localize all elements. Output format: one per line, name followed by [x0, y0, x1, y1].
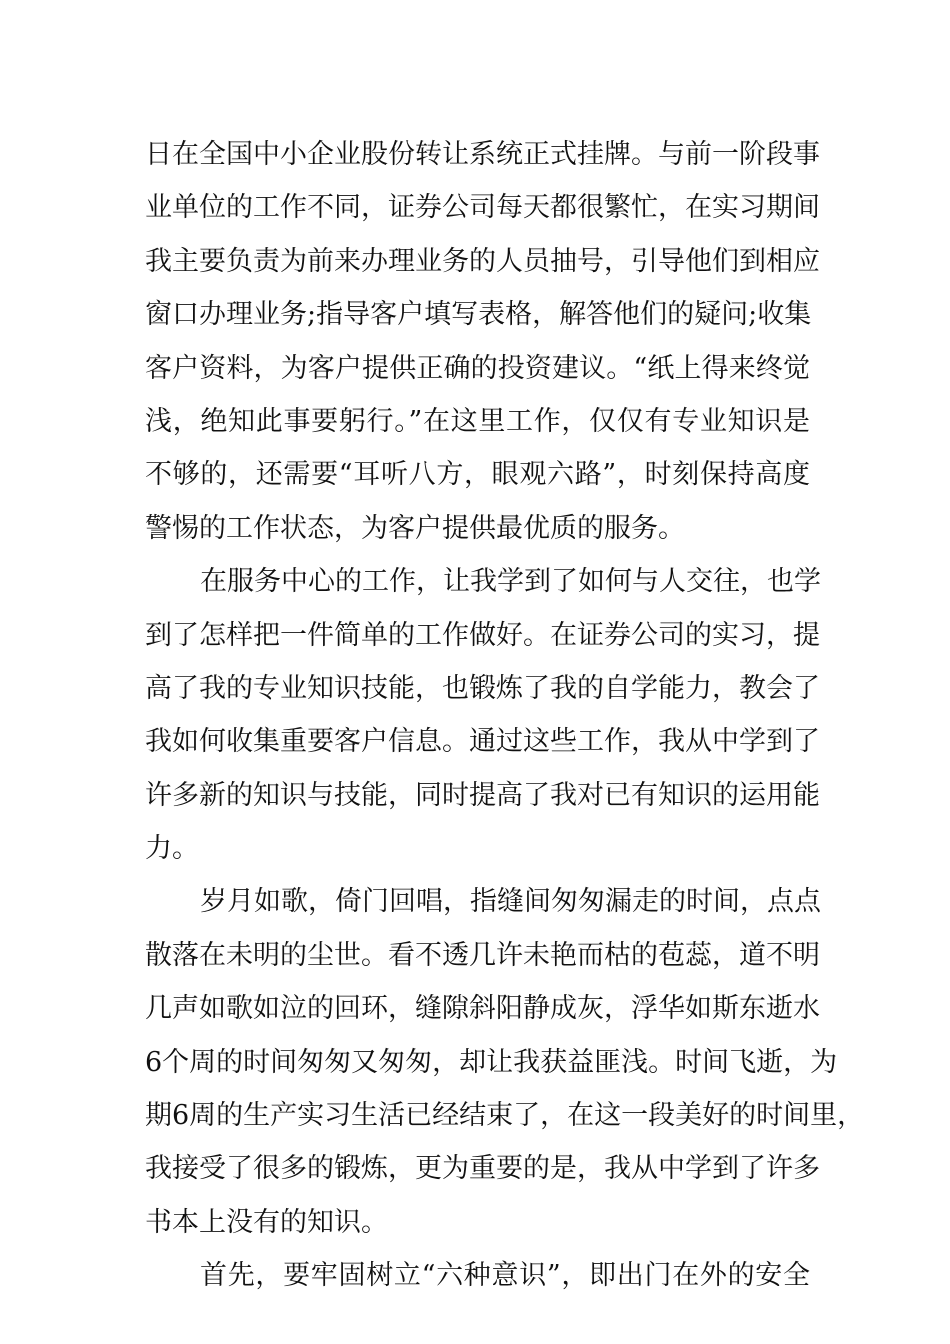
- paragraph-first-line: 岁月如歌，倚门回唱，指缝间匆匆漏走的时间，点点: [200, 886, 821, 918]
- text-line: 警惕的工作状态，为客户提供最优质的服务。: [145, 512, 685, 544]
- text-line: 高了我的专业知识技能，也锻炼了我的自学能力，教会了: [145, 672, 820, 704]
- text-line: 我主要负责为前来办理业务的人员抽号，引导他们到相应: [145, 245, 820, 277]
- text-line: 6个周的时间匆匆又匆匆，却让我获益匪浅。时间飞逝，为: [145, 1046, 838, 1078]
- text-line: 窗口办理业务;指导客户填写表格，解答他们的疑问;收集: [145, 299, 812, 331]
- text-line: 不够的，还需要“耳听八方，眼观六路”，时刻保持高度: [145, 459, 810, 491]
- text-line: 期6周的生产实习生活已经结束了，在这一段美好的时间里，: [145, 1100, 865, 1132]
- text-line: 几声如歌如泣的回环，缝隙斜阳静成灰，浮华如斯东逝水: [145, 993, 820, 1025]
- text-line: 客户资料，为客户提供正确的投资建议。“纸上得来终觉: [145, 352, 810, 384]
- paragraph-first-line: 首先，要牢固树立“六种意识”，即出门在外的安全: [200, 1260, 810, 1292]
- body-text: [145, 128, 865, 1303]
- text-line: 许多新的知识与技能，同时提高了我对已有知识的运用能: [145, 779, 820, 811]
- text-line: 浅，绝知此事要躬行。”在这里工作，仅仅有专业知识是: [145, 405, 810, 437]
- text-line: 日在全国中小企业股份转让系统正式挂牌。与前一阶段事: [145, 139, 820, 170]
- text-line: 到了怎样把一件简单的工作做好。在证券公司的实习，提: [145, 619, 820, 651]
- text-line: 业单位的工作不同，证券公司每天都很繁忙，在实习期间: [145, 192, 820, 224]
- text-line: 书本上没有的知识。: [145, 1206, 388, 1238]
- text-line: 力。: [145, 833, 199, 865]
- paragraph-first-line: 在服务中心的工作，让我学到了如何与人交往，也学: [200, 566, 821, 598]
- text-line: 我如何收集重要客户信息。通过这些工作，我从中学到了: [145, 726, 820, 758]
- text-line: 我接受了很多的锻炼，更为重要的是，我从中学到了许多: [145, 1153, 820, 1185]
- text-line: 散落在未明的尘世。看不透几许未艳而枯的苞蕊，道不明: [145, 939, 820, 971]
